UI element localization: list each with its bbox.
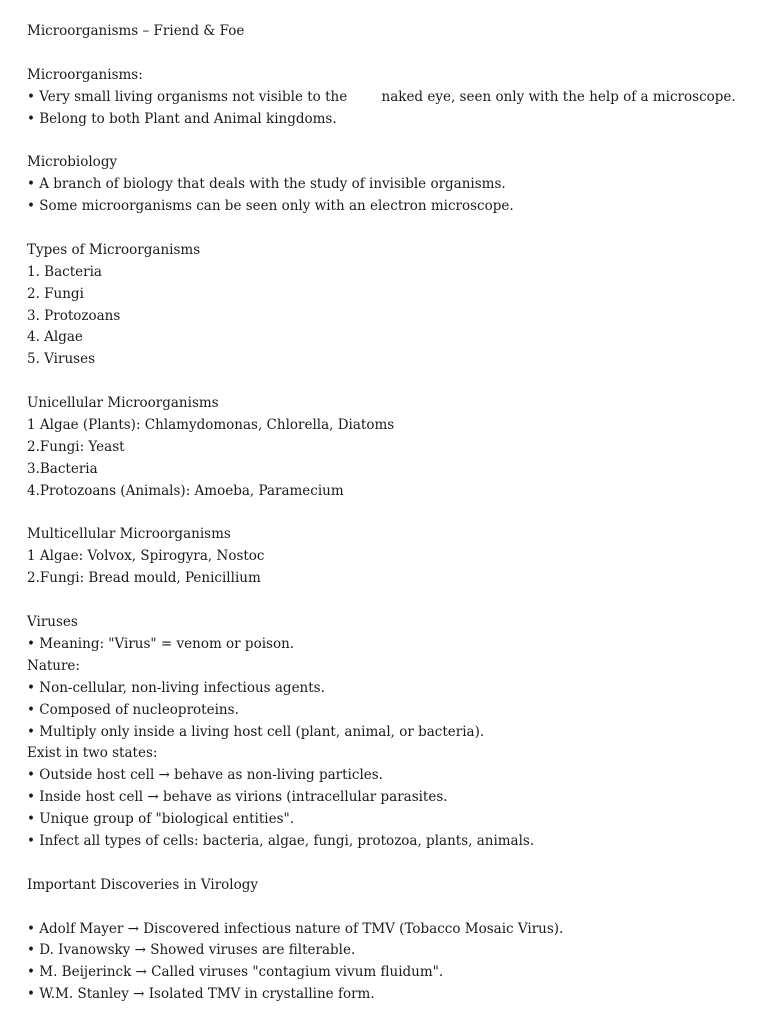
bullet-item: • M. Beijerinck → Called viruses "contagium vivum fluidum". — [27, 964, 444, 981]
spacer — [27, 43, 747, 65]
section-heading-multicellular: Multicellular Microorganisms — [27, 526, 231, 543]
subheading-states: Exist in two states: — [27, 745, 158, 762]
bullet-item: • Meaning: "Virus" = venom or poison. — [27, 635, 295, 652]
bullet-item: • Composed of nucleoproteins. — [27, 701, 239, 718]
bullet-item: • Inside host cell → behave as virions (intracellular parasites. — [27, 789, 448, 806]
bullet-item: • W.M. Stanley → Isolated TMV in crystalline form. — [27, 986, 375, 1003]
spacer — [27, 897, 747, 919]
bullet-item: • Non-cellular, non-living infectious agents. — [27, 679, 325, 696]
list-item: 2.Fungi: Bread mould, Penicillium — [27, 570, 261, 587]
bullet-item: • D. Ivanowsky → Showed viruses are filterable. — [27, 942, 356, 959]
section-heading-discoveries: Important Discoveries in Virology — [27, 876, 259, 893]
section-heading-types: Types of Microorganisms — [27, 241, 201, 258]
list-item: 4.Protozoans (Animals): Amoeba, Paramecium — [27, 482, 344, 499]
section-heading-viruses: Viruses — [27, 614, 78, 631]
section-heading-microbiology: Microbiology — [27, 154, 118, 171]
spacer — [27, 590, 747, 612]
spacer — [27, 503, 747, 525]
subheading-nature: Nature: — [27, 657, 80, 674]
bullet-item: • Belong to both Plant and Animal kingdoms. — [27, 110, 337, 127]
list-item: 1 Algae (Plants): Chlamydomonas, Chlorella, Diatoms — [27, 417, 395, 434]
document-title: Microorganisms – Friend & Foe — [27, 23, 245, 39]
list-item: 2.Fungi: Yeast — [27, 438, 125, 455]
section-heading-unicellular: Unicellular Microorganisms — [27, 395, 219, 412]
spacer — [27, 218, 747, 240]
document-body — [27, 21, 747, 1006]
list-item: 4. Algae — [27, 329, 83, 346]
bullet-item: • Some microorganisms can be seen only with an electron microscope. — [27, 198, 514, 215]
bullet-item: • Very small living organisms not visible to the naked eye, seen only with the help of a microscope. — [27, 88, 736, 105]
list-item: 3. Protozoans — [27, 307, 121, 324]
spacer — [27, 853, 747, 875]
list-item: 1 Algae: Volvox, Spirogyra, Nostoc — [27, 548, 265, 565]
bullet-item: • Unique group of "biological entities". — [27, 811, 295, 828]
list-item: 1. Bacteria — [27, 263, 102, 280]
bullet-item: • Infect all types of cells: bacteria, algae, fungi, protozoa, plants, animals. — [27, 832, 535, 849]
list-item: 2. Fungi — [27, 285, 84, 302]
bullet-item: • Multiply only inside a living host cell (plant, animal, or bacteria). — [27, 723, 485, 740]
spacer — [27, 371, 747, 393]
bullet-item: • A branch of biology that deals with the study of invisible organisms. — [27, 176, 506, 193]
bullet-item: • Outside host cell → behave as non-living particles. — [27, 767, 383, 784]
spacer — [27, 130, 747, 152]
list-item: 3.Bacteria — [27, 460, 98, 477]
section-heading-microorganisms: Microorganisms: — [27, 66, 143, 83]
bullet-item: • Adolf Mayer → Discovered infectious nature of TMV (Tobacco Mosaic Virus). — [27, 920, 564, 937]
list-item: 5. Viruses — [27, 351, 95, 368]
